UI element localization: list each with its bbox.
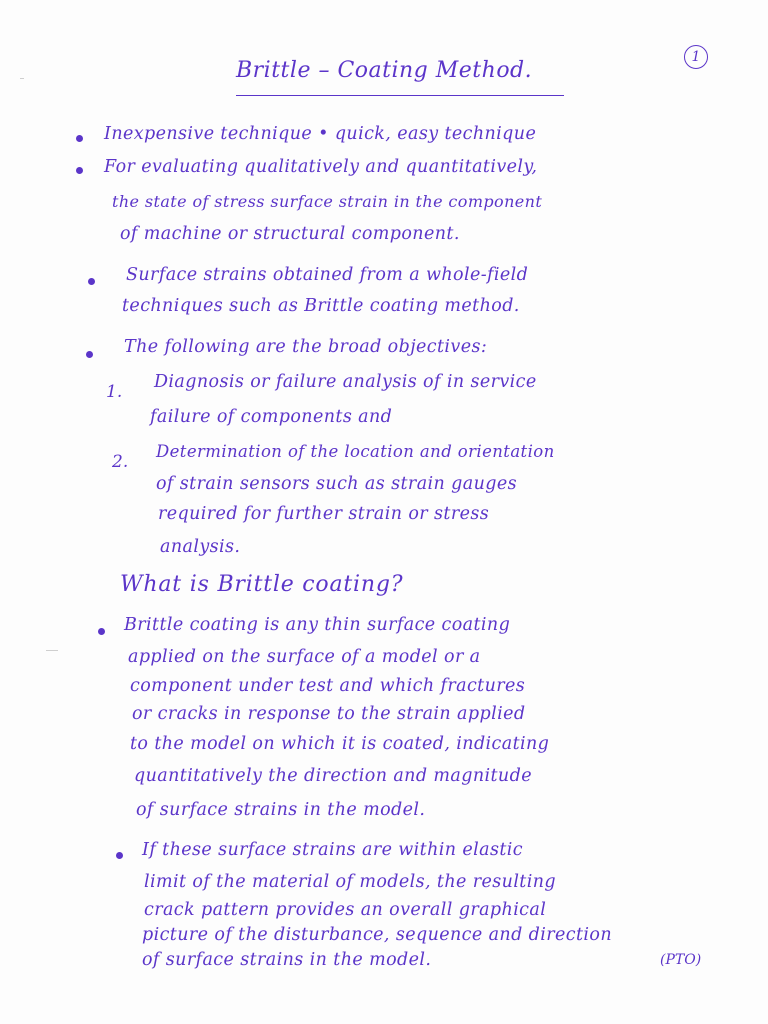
please-turn-over-note: (PTO) [660,952,702,968]
note-line: For evaluating qualitatively and quantitatively, [104,157,538,177]
bullet-dot [76,167,83,174]
note-line: The following are the broad objectives: [124,337,488,357]
note-line: of surface strains in the model. [142,950,432,970]
note-line: to the model on which it is coated, indicating [130,734,550,754]
note-line: limit of the material of models, the resulting [144,872,557,892]
bullet-dot [86,351,93,358]
bullet-dot [98,628,105,635]
note-line: Inexpensive technique • quick, easy technique [104,124,537,144]
note-line: of machine or structural component. [120,224,460,244]
note-line: crack pattern provides an overall graphical [144,900,547,920]
scan-mark [46,650,58,651]
page-title: Brittle – Coating Method. [236,58,533,83]
page-number: 1 [684,45,708,69]
note-line: of surface strains in the model. [136,800,426,820]
note-line: of strain sensors such as strain gauges [156,474,518,494]
note-line: Diagnosis or failure analysis of in service [154,372,537,392]
note-line: picture of the disturbance, sequence and direction [142,925,613,945]
note-line: If these surface strains are within elastic [142,840,524,860]
scan-mark [20,78,24,79]
note-line: failure of components and [150,407,393,427]
note-line: analysis. [160,537,241,557]
bullet-dot [76,135,83,142]
note-line: Determination of the location and orientation [156,442,555,461]
bullet-dot [116,852,123,859]
note-line: Brittle coating is any thin surface coating [124,615,511,635]
note-line: quantitatively the direction and magnitude [134,766,532,786]
note-line: the state of stress surface strain in the component [112,192,543,211]
note-line: techniques such as Brittle coating method. [122,296,520,316]
note-line: applied on the surface of a model or a [128,647,481,667]
title-underline [236,95,564,96]
note-line: Surface strains obtained from a whole-field [126,265,529,285]
note-line: required for further strain or stress [158,504,490,524]
note-line: component under test and which fractures [130,676,526,696]
objective-number: 2. [112,452,129,472]
bullet-dot [88,278,95,285]
note-line: or cracks in response to the strain applied [132,704,526,724]
objective-number: 1. [106,382,123,402]
section-heading: What is Brittle coating? [120,572,404,597]
